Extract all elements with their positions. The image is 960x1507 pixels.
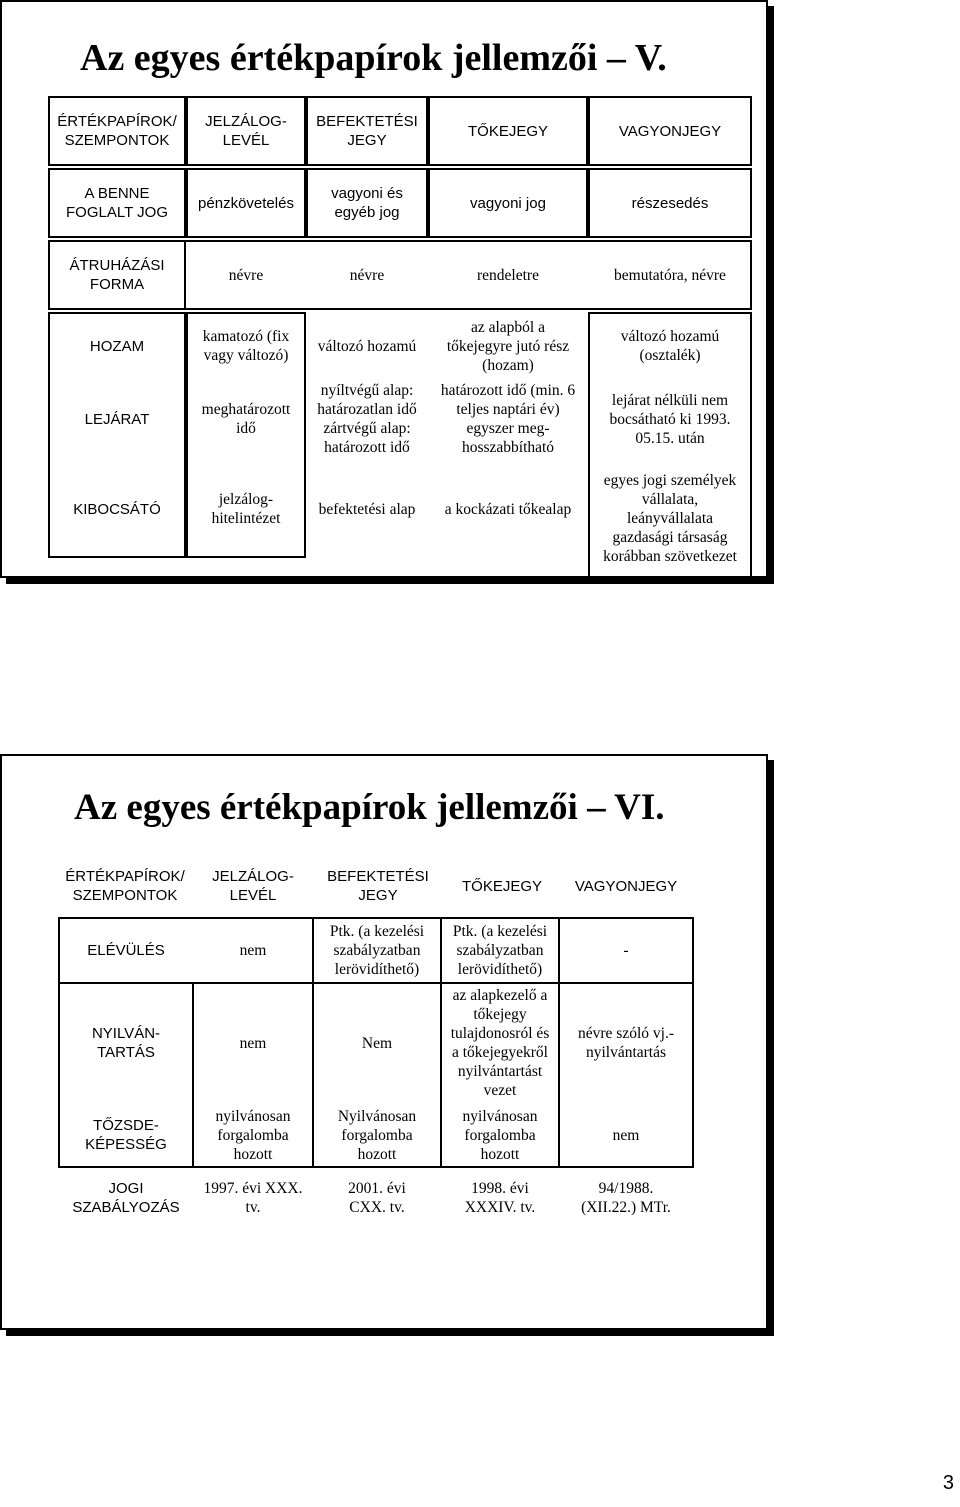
slide-v bbox=[0, 0, 768, 578]
slide-title: Az egyes értékpapírok jellemzői – V. bbox=[80, 37, 667, 79]
cell-maturity-capital: határozott idő (min. 6 teljes naptári év) egyszer meg- hosszabbítható bbox=[440, 382, 576, 456]
cell-transfer-mortgage: névre bbox=[228, 266, 264, 284]
cell-right-capital: vagyoni jog bbox=[428, 168, 588, 238]
header-criteria: ÉRTÉKPAPÍROK/ SZEMPONTOK bbox=[65, 868, 185, 904]
cell-yield-mortgage: kamatozó (fix vagy változó) bbox=[202, 328, 290, 364]
cell-issuer-asset: egyes jogi személyek vállalata, leányvállalata gazdasági társaság korábban szövetkezet bbox=[603, 471, 737, 565]
cell-legal-capital: 1998. évi XXXIV. tv. bbox=[464, 1180, 536, 1216]
cell-maturity-mortgage: meghatározott idő bbox=[201, 401, 291, 437]
header-capital-unit: TŐKEJEGY bbox=[428, 96, 588, 166]
cell-right-asset: részesedés bbox=[588, 168, 752, 238]
header-mortgage-bond: JELZÁLOG- LEVÉL bbox=[212, 868, 294, 904]
cell-listing-capital: nyilvánosan forgalomba hozott bbox=[462, 1107, 538, 1163]
cell-right-investment: vagyoni és egyéb jog bbox=[306, 168, 428, 238]
cell-maturity-asset: lejárat nélküli nem bocsátható ki 1993. 05.15. után bbox=[609, 391, 731, 447]
cell-maturity-investment: nyíltvégű alap: határozatlan idő zártvégű alap: határozott idő bbox=[317, 382, 417, 456]
row-label-register: NYILVÁN- TARTÁS bbox=[91, 1025, 161, 1061]
header-asset-unit: VAGYONJEGY bbox=[588, 96, 752, 166]
header-asset-unit: VAGYONJEGY bbox=[574, 877, 678, 895]
cell-legal-mortgage: 1997. évi XXX. tv. bbox=[203, 1180, 303, 1216]
cell-listing-mortgage: nyilvánosan forgalomba hozott bbox=[215, 1107, 291, 1163]
cell-register-investment: Nem bbox=[361, 1034, 393, 1052]
cell-right-mortgage: pénzkövetelés bbox=[186, 168, 306, 238]
cell-yield-capital: az alapból a tőkejegyre jutó rész (hozam) bbox=[446, 318, 570, 374]
cell-register-mortgage: nem bbox=[239, 1034, 267, 1052]
cell-issuer-capital: a kockázati tőkealap bbox=[444, 500, 572, 518]
header-criteria: ÉRTÉKPAPÍROK/ SZEMPONTOK bbox=[48, 96, 186, 166]
cell-legal-asset: 94/1988. (XII.22.) MTr. bbox=[581, 1180, 671, 1216]
row-label-listing: TŐZSDE- KÉPESSÉG bbox=[85, 1117, 167, 1153]
page-number: 3 bbox=[942, 1472, 954, 1494]
row-label-issuer: KIBOCSÁTÓ bbox=[73, 500, 161, 518]
cell-register-asset: névre szóló vj.- nyilvántartás bbox=[578, 1025, 674, 1061]
cell-transfer-capital: rendeletre bbox=[477, 266, 539, 284]
row-label-maturity: LEJÁRAT bbox=[84, 410, 150, 428]
row-label-limitation: ELÉVÜLÉS bbox=[87, 942, 165, 959]
row-label-yield: HOZAM bbox=[89, 337, 145, 355]
cell-issuer-mortgage: jelzálog- hitelintézet bbox=[211, 491, 281, 527]
row-label-right: A BENNE FOGLALT JOG bbox=[48, 168, 186, 238]
cell-limitation-mortgage: nem bbox=[239, 942, 267, 959]
header-capital-unit: TŐKEJEGY bbox=[461, 877, 543, 895]
slide-vi bbox=[0, 754, 768, 1330]
header-investment-unit: BEFEKTETÉSI JEGY bbox=[327, 868, 429, 904]
cell-yield-asset: változó hozamú (osztalék) bbox=[620, 328, 720, 364]
cell-limitation-capital: Ptk. (a kezelési szabályzatban lerövidíthető) bbox=[452, 923, 548, 978]
row-label-transfer: ÁTRUHÁZÁSI FORMA bbox=[69, 257, 165, 293]
cell-listing-asset: nem bbox=[612, 1126, 640, 1144]
cell-transfer-asset: bemutatóra, névre bbox=[614, 266, 726, 284]
cell-issuer-investment: befektetési alap bbox=[318, 500, 416, 518]
slide-title: Az egyes értékpapírok jellemzői – VI. bbox=[74, 787, 665, 828]
cell-limitation-investment: Ptk. (a kezelési szabályzatban lerövidíthető) bbox=[329, 923, 425, 978]
header-mortgage-bond: JELZÁLOG- LEVÉL bbox=[186, 96, 306, 166]
cell-register-capital: az alapkezelő a tőkejegy tulajdonosról és a tőkejegyekről nyilvántartást vezet bbox=[450, 987, 550, 1099]
header-investment-unit: BEFEKTETÉSI JEGY bbox=[306, 96, 428, 166]
cell-legal-investment: 2001. évi CXX. tv. bbox=[348, 1180, 406, 1216]
row-label-legal: JOGI SZABÁLYOZÁS bbox=[72, 1180, 180, 1216]
cell-transfer-investment: névre bbox=[349, 266, 385, 284]
cell-limitation-asset: - bbox=[623, 942, 629, 959]
cell-listing-investment: Nyilvánosan forgalomba hozott bbox=[337, 1107, 417, 1163]
cell-yield-investment: változó hozamú bbox=[317, 337, 417, 355]
